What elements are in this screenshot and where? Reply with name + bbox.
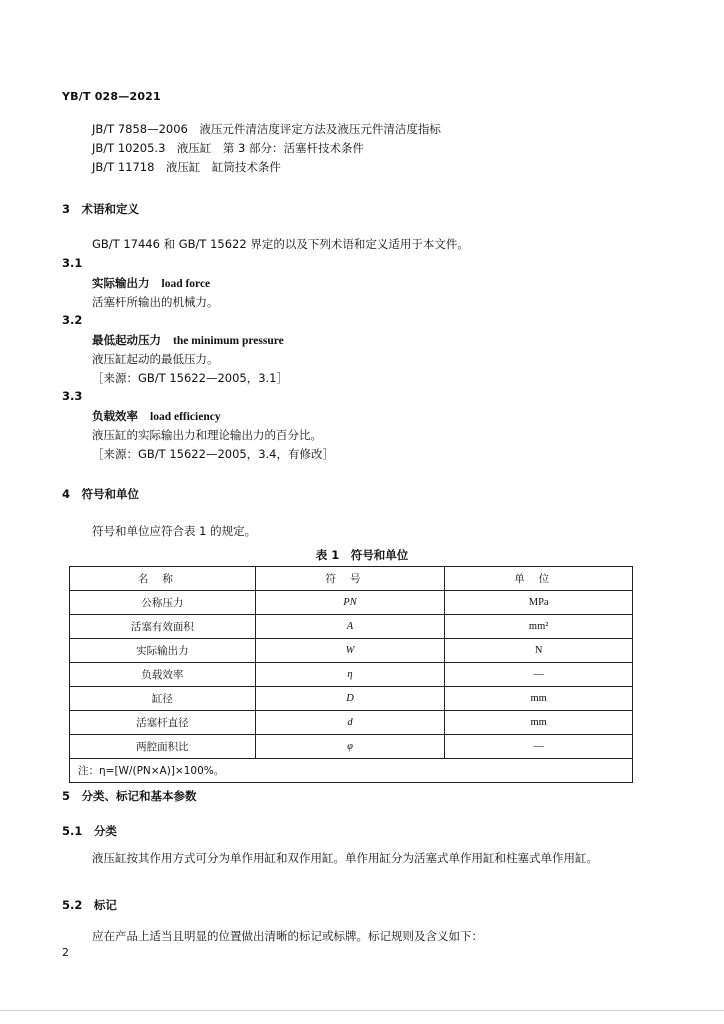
section-4-intro: 符号和单位应符合表 1 的规定。 (92, 524, 257, 538)
term-definition: 活塞杆所输出的机械力。 (92, 295, 219, 309)
cell-unit: — (445, 735, 633, 759)
cell-name: 实际输出力 (70, 639, 256, 663)
cell-name: 公称压力 (70, 591, 256, 615)
symbols-table (69, 566, 633, 783)
term-definition: 液压缸的实际输出力和理论输出力的百分比。 (92, 428, 322, 442)
term-number: 3.3 (62, 389, 83, 403)
standard-code-header: YB/T 028—2021 (62, 90, 161, 103)
section-5-2-heading: 5.2 标记 (62, 898, 117, 912)
term-source: ［来源：GB/T 15622—2005，3.4，有修改］ (92, 447, 334, 461)
cell-symbol: η (255, 663, 445, 687)
term-zh: 负载效率 (92, 409, 138, 423)
page-number: 2 (62, 946, 69, 959)
header-symbol: 符号 (255, 567, 445, 591)
cell-symbol: W (255, 639, 445, 663)
term-title (92, 332, 284, 348)
section-5-1-heading: 5.1 分类 (62, 824, 117, 838)
table-note-row (70, 759, 633, 783)
term-definition: 液压缸起动的最低压力。 (92, 352, 219, 366)
table-note: 注：η=[W/(PN×A)]×100%。 (70, 759, 633, 783)
table-row (70, 615, 633, 639)
page-bottom-divider (0, 1010, 724, 1011)
cell-name: 负载效率 (70, 663, 256, 687)
cell-symbol: d (255, 711, 445, 735)
reference-item: JB/T 10205.3 液压缸 第 3 部分：活塞杆技术条件 (92, 141, 365, 155)
section-5-2-text: 应在产品上适当且明显的位置做出清晰的标记或标牌。标记规则及含义如下： (92, 929, 483, 943)
cell-unit: — (445, 663, 633, 687)
cell-symbol: A (255, 615, 445, 639)
cell-name: 两腔面积比 (70, 735, 256, 759)
section-4-heading: 4 符号和单位 (62, 487, 140, 501)
cell-name: 缸径 (70, 687, 256, 711)
table-row (70, 735, 633, 759)
table-row (70, 663, 633, 687)
table-row (70, 591, 633, 615)
term-title (92, 408, 221, 424)
cell-unit: mm² (445, 615, 633, 639)
reference-item: JB/T 7858—2006 液压元件清洁度评定方法及液压元件清洁度指标 (92, 122, 441, 136)
cell-symbol: φ (255, 735, 445, 759)
table-caption: 表 1 符号和单位 (315, 548, 409, 562)
section-5-1-text: 液压缸按其作用方式可分为单作用缸和双作用缸。单作用缸分为活塞式单作用缸和柱塞式单作用缸。 (92, 851, 598, 865)
header-unit: 单位 (445, 567, 633, 591)
cell-unit: mm (445, 711, 633, 735)
cell-unit: mm (445, 687, 633, 711)
term-en: load force (161, 278, 211, 290)
section-3-intro: GB/T 17446 和 GB/T 15622 界定的以及下列术语和定义适用于本文件。 (92, 237, 469, 251)
cell-unit: N (445, 639, 633, 663)
section-3-heading: 3 术语和定义 (62, 202, 140, 216)
term-number: 3.1 (62, 256, 83, 270)
term-en: load efficiency (150, 411, 221, 423)
term-zh: 最低起动压力 (92, 333, 161, 347)
table-row (70, 687, 633, 711)
term-zh: 实际输出力 (92, 276, 150, 290)
header-name: 名称 (70, 567, 256, 591)
table-row (70, 711, 633, 735)
section-5-heading: 5 分类、标记和基本参数 (62, 789, 197, 803)
term-title (92, 275, 210, 291)
reference-item: JB/T 11718 液压缸 缸筒技术条件 (92, 160, 281, 174)
cell-unit: MPa (445, 591, 633, 615)
cell-symbol: PN (255, 591, 445, 615)
term-source: ［来源：GB/T 15622—2005，3.1］ (92, 371, 288, 385)
cell-symbol: D (255, 687, 445, 711)
table-row (70, 639, 633, 663)
cell-name: 活塞有效面积 (70, 615, 256, 639)
term-en: the minimum pressure (173, 335, 284, 347)
table-header-row (70, 567, 633, 591)
term-number: 3.2 (62, 313, 83, 327)
cell-name: 活塞杆直径 (70, 711, 256, 735)
